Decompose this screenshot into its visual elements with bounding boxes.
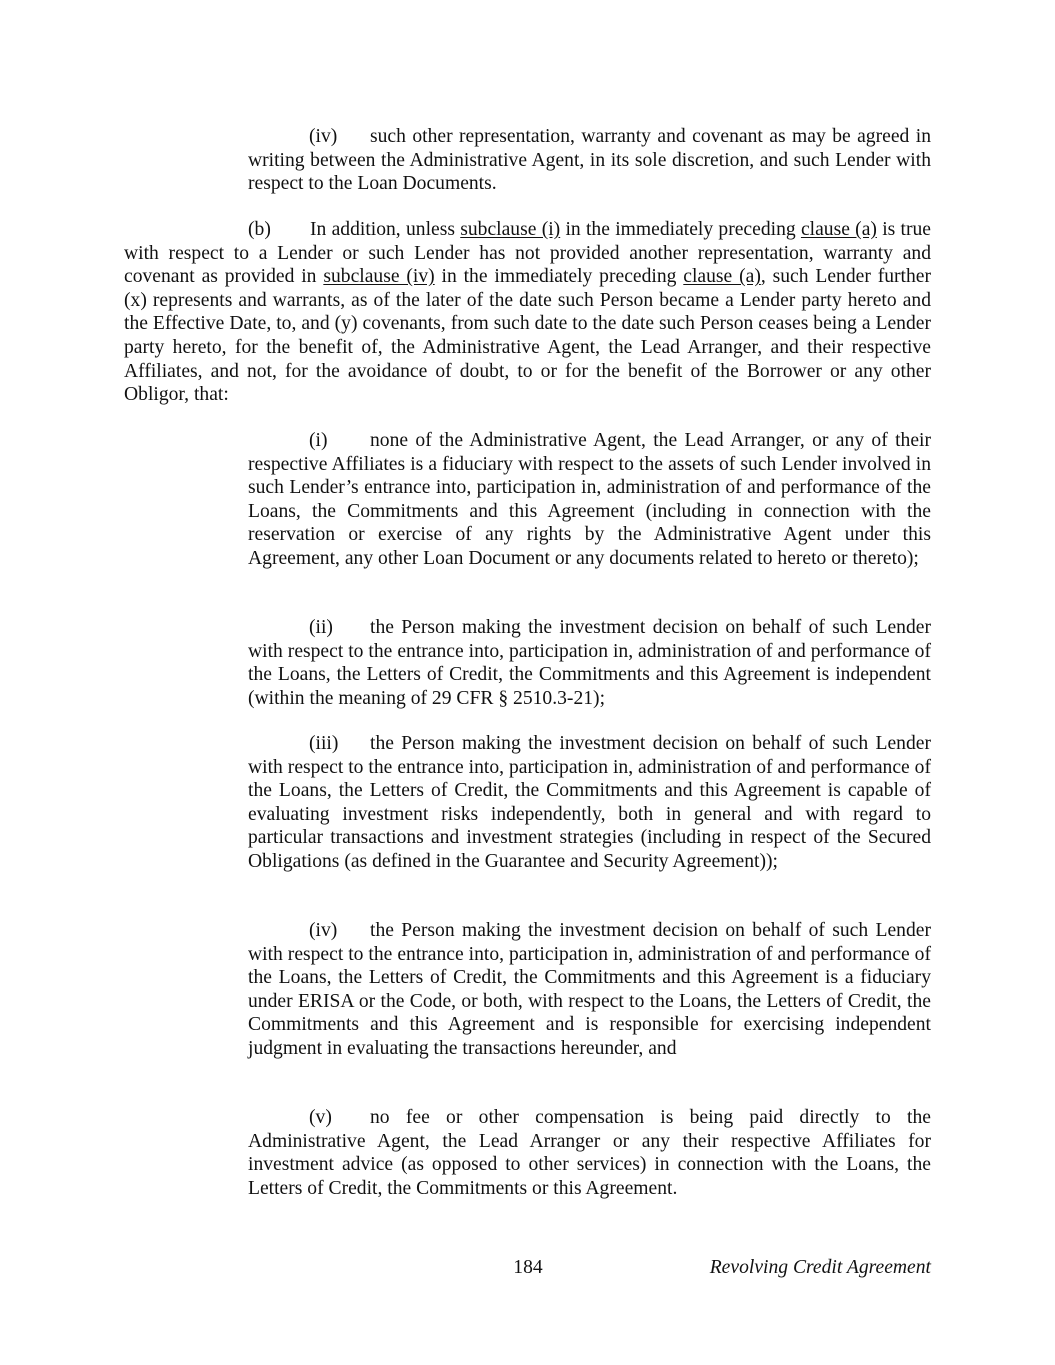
paragraph-iv bbox=[248, 919, 931, 1061]
paragraph-label: (i) bbox=[309, 430, 328, 451]
document-title: Revolving Credit Agreement bbox=[709, 1257, 931, 1278]
paragraph-text: the Person making the investment decision on behalf of such Lender with respect to the entrance into, participation in, administration of and performance of the Loans, the Letters of Credit, the Commitments and this Agreement is capable of evaluating investment risks independently, both in general and with regard to particular transactions and investment strategies (including in respect of the Secured Obligations (as defined in the Guarantee and Security Agreement)); bbox=[248, 733, 931, 872]
paragraph-text: no fee or other compensation is being paid directly to the Administrative Agent, the Lead Arranger or any their respective Affiliates for investment advice (as opposed to other services) in connection with the Loans, the Letters of Credit, the Commitments or this Agreement. bbox=[248, 1107, 931, 1199]
paragraph-text: such other representation, warranty and covenant as may be agreed in writing between the Administrative Agent, in its sole discretion, and such Lender with respect to the Loan Documents. bbox=[248, 126, 931, 195]
paragraph-label: (iii) bbox=[309, 733, 339, 754]
paragraph-iv-top bbox=[248, 125, 931, 196]
paragraph-i bbox=[248, 429, 931, 571]
paragraph-label: (b) bbox=[248, 219, 271, 240]
page-number: 184 bbox=[513, 1257, 543, 1278]
paragraph-text: in the immediately preceding bbox=[434, 266, 684, 288]
paragraph-text: in the immediately preceding bbox=[560, 219, 801, 240]
paragraph-label: (v) bbox=[309, 1107, 332, 1128]
paragraph-ii bbox=[248, 616, 931, 710]
paragraph-label: (iv) bbox=[309, 920, 338, 941]
cross-reference: clause (a) bbox=[800, 219, 877, 240]
cross-reference: clause (a) bbox=[683, 266, 761, 288]
paragraph-text: In addition, unless bbox=[310, 219, 461, 240]
cross-reference: subclause (iv) bbox=[323, 266, 435, 288]
paragraph-b bbox=[124, 218, 931, 407]
paragraph-label: (iv) bbox=[309, 126, 338, 147]
paragraph-text: , such Lender further (x) represents and warrants, as of the later of the date such Person became a Lender party hereto and the Effective Date, to, and (y) covenants, from such date to the date such Person ceases being a Lender party hereto, for the benefit of, the Administrative Agent, the Lead Arranger, and their respective Affiliates, and not, for the avoidance of doubt, to or for the benefit of the Borrower or any other Obligor, that: bbox=[124, 266, 932, 406]
paragraph-text: the Person making the investment decision on behalf of such Lender with respect to the entrance into, participation in, administration of and performance of the Loans, the Letters of Credit, the Commitments and this Agreement is a fiduciary under ERISA or the Code, or both, with respect to the Loans, the Letters of Credit, the Commitments and this Agreement and is responsible for exercising independent judgment in evaluating the transactions hereunder, and bbox=[248, 920, 931, 1059]
paragraph-text: none of the Administrative Agent, the Lead Arranger, or any of their respective Affiliates is a fiduciary with respect to the assets of such Lender involved in such Lender’s entrance into, participation in, administration of and performance of the Loans, the Commitments and this Agreement (including in connection with the reservation or exercise of any rights by the Administrative Agent under this Agreement, any other Loan Document or any documents related to hereto or thereto); bbox=[248, 430, 931, 569]
paragraph-text: the Person making the investment decision on behalf of such Lender with respect to the entrance into, participation in, administration of and performance of the Loans, the Letters of Credit, the Commitments and this Agreement is independent (within the meaning of 29 CFR § 2510.3-21); bbox=[248, 617, 931, 709]
paragraph-v bbox=[248, 1106, 931, 1200]
paragraph-iii bbox=[248, 732, 931, 874]
paragraph-label: (ii) bbox=[309, 617, 333, 638]
cross-reference: subclause (i) bbox=[460, 219, 561, 240]
paragraph-text: is true with respect to a Lender or such Lender has not provided another representation, warranty and covenant as provided in bbox=[124, 219, 931, 288]
